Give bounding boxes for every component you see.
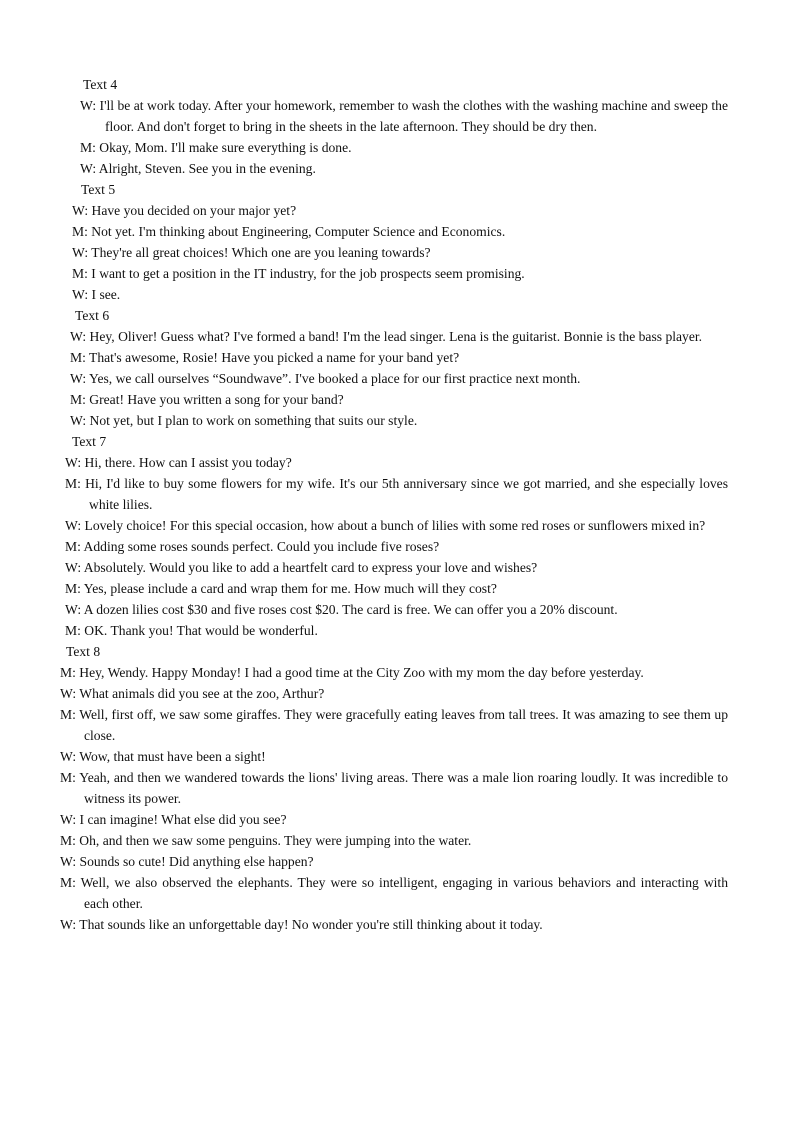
- dialogue-line: [60, 872, 728, 914]
- speaker-label: W:: [72, 287, 89, 302]
- line-text: A dozen lilies cost $30 and five roses cost $20. The card is free. We can offer you a 20% discount.: [83, 602, 618, 617]
- dialogue-line: [80, 137, 728, 158]
- speaker-label: W:: [65, 518, 82, 533]
- speaker-label: M:: [60, 707, 76, 722]
- dialogue-line: [60, 662, 728, 683]
- dialogue-line: [70, 410, 728, 431]
- dialogue-line: [65, 578, 728, 599]
- line-text: Oh, and then we saw some penguins. They were jumping into the water.: [79, 833, 472, 848]
- dialogue-line: [72, 263, 728, 284]
- dialogue-line: [65, 452, 728, 473]
- line-text: Okay, Mom. I'll make sure everything is done.: [99, 140, 352, 155]
- section-title: Text 5: [81, 182, 116, 197]
- section-text-5: [62, 179, 728, 305]
- section-text-6: [60, 305, 728, 431]
- speaker-label: M:: [65, 539, 81, 554]
- line-text: Lovely choice! For this special occasion, how about a bunch of lilies with some red roses or sunflowers mixed in?: [84, 518, 706, 533]
- dialogue-line: [70, 389, 728, 410]
- dialogue-line: [72, 221, 728, 242]
- line-text: What animals did you see at the zoo, Arthur?: [79, 686, 325, 701]
- speaker-label: M:: [70, 350, 86, 365]
- speaker-label: W:: [65, 602, 82, 617]
- section-title: Text 6: [75, 308, 110, 323]
- line-text: Absolutely. Would you like to add a heartfelt card to express your love and wishes?: [83, 560, 538, 575]
- line-text: Hey, Oliver! Guess what? I've formed a band! I'm the lead singer. Lena is the guitarist. Bonnie is the bass player.: [89, 329, 703, 344]
- line-text: Yeah, and then we wandered towards the lions' living areas. There was a male lion roaring loudly. It was incredible to witness its power.: [79, 770, 728, 806]
- dialogue-line: [60, 683, 728, 704]
- speaker-label: M:: [60, 770, 76, 785]
- dialogue-line: [80, 158, 728, 179]
- speaker-label: W:: [70, 371, 87, 386]
- line-text: Alright, Steven. See you in the evening.: [98, 161, 316, 176]
- line-text: Yes, we call ourselves “Soundwave”. I've booked a place for our first practice next month.: [89, 371, 581, 386]
- speaker-label: M:: [60, 665, 76, 680]
- speaker-label: W:: [72, 203, 89, 218]
- speaker-label: W:: [80, 161, 97, 176]
- section-title: Text 8: [66, 644, 101, 659]
- dialogue-line: [65, 599, 728, 620]
- speaker-label: M:: [70, 392, 86, 407]
- speaker-label: M:: [80, 140, 96, 155]
- speaker-label: W:: [60, 686, 77, 701]
- line-text: Hi, there. How can I assist you today?: [84, 455, 292, 470]
- speaker-label: M:: [60, 833, 76, 848]
- dialogue-line: [65, 536, 728, 557]
- section-title: Text 7: [72, 434, 107, 449]
- line-text: I see.: [91, 287, 121, 302]
- section-text-7: [60, 431, 728, 641]
- line-text: Sounds so cute! Did anything else happen?: [79, 854, 314, 869]
- line-text: Hey, Wendy. Happy Monday! I had a good time at the City Zoo with my mom the day before yesterday.: [79, 665, 644, 680]
- dialogue-line: [60, 830, 728, 851]
- speaker-label: M:: [65, 476, 81, 491]
- speaker-label: W:: [60, 854, 77, 869]
- line-text: Yes, please include a card and wrap them for me. How much will they cost?: [83, 581, 497, 596]
- line-text: Adding some roses sounds perfect. Could you include five roses?: [83, 539, 440, 554]
- speaker-label: W:: [70, 329, 87, 344]
- dialogue-line: [60, 704, 728, 746]
- line-text: Not yet. I'm thinking about Engineering, Computer Science and Economics.: [91, 224, 506, 239]
- speaker-label: W:: [65, 455, 82, 470]
- speaker-label: W:: [60, 812, 77, 827]
- line-text: Well, first off, we saw some giraffes. They were gracefully eating leaves from tall trees. It was amazing to see them up close.: [79, 707, 729, 743]
- speaker-label: M:: [60, 875, 76, 890]
- dialogue-line: [60, 914, 728, 935]
- dialogue-line: [65, 620, 728, 641]
- speaker-label: W:: [60, 917, 77, 932]
- speaker-label: W:: [72, 245, 89, 260]
- dialogue-line: [65, 473, 728, 515]
- speaker-label: M:: [65, 581, 81, 596]
- dialogue-line: [70, 347, 728, 368]
- line-text: Great! Have you written a song for your band?: [89, 392, 344, 407]
- speaker-label: W:: [65, 560, 82, 575]
- line-text: OK. Thank you! That would be wonderful.: [84, 623, 318, 638]
- dialogue-line: [70, 368, 728, 389]
- speaker-label: M:: [65, 623, 81, 638]
- line-text: They're all great choices! Which one are you leaning towards?: [91, 245, 431, 260]
- transcript-page: [60, 74, 728, 935]
- dialogue-line: [65, 515, 728, 536]
- dialogue-line: [65, 557, 728, 578]
- speaker-label: W:: [80, 98, 97, 113]
- line-text: I want to get a position in the IT industry, for the job prospects seem promising.: [91, 266, 525, 281]
- line-text: I can imagine! What else did you see?: [79, 812, 287, 827]
- dialogue-line: [80, 95, 728, 137]
- dialogue-line: [70, 326, 728, 347]
- line-text: Wow, that must have been a sight!: [79, 749, 266, 764]
- line-text: Have you decided on your major yet?: [91, 203, 297, 218]
- speaker-label: W:: [60, 749, 77, 764]
- dialogue-line: [60, 809, 728, 830]
- line-text: Not yet, but I plan to work on something that suits our style.: [89, 413, 418, 428]
- line-text: Hi, I'd like to buy some flowers for my wife. It's our 5th anniversary since we got married, and she especially loves white lilies.: [85, 476, 728, 512]
- dialogue-line: [72, 200, 728, 221]
- dialogue-line: [60, 746, 728, 767]
- dialogue-line: [60, 851, 728, 872]
- line-text: Well, we also observed the elephants. They were so intelligent, engaging in various behaviors and interacting with each other.: [80, 875, 728, 911]
- line-text: That's awesome, Rosie! Have you picked a name for your band yet?: [89, 350, 460, 365]
- speaker-label: W:: [70, 413, 87, 428]
- line-text: That sounds like an unforgettable day! No wonder you're still thinking about it today.: [79, 917, 543, 932]
- section-title: Text 4: [83, 77, 118, 92]
- section-text-8: [60, 641, 728, 935]
- dialogue-line: [72, 284, 728, 305]
- section-text-4: [64, 74, 728, 179]
- speaker-label: M:: [72, 266, 88, 281]
- line-text: I'll be at work today. After your homework, remember to wash the clothes with the washing machine and sweep the floor. And don't forget to bring in the sheets in the late afternoon. They should be dry then.: [99, 98, 728, 134]
- dialogue-line: [72, 242, 728, 263]
- speaker-label: M:: [72, 224, 88, 239]
- dialogue-line: [60, 767, 728, 809]
